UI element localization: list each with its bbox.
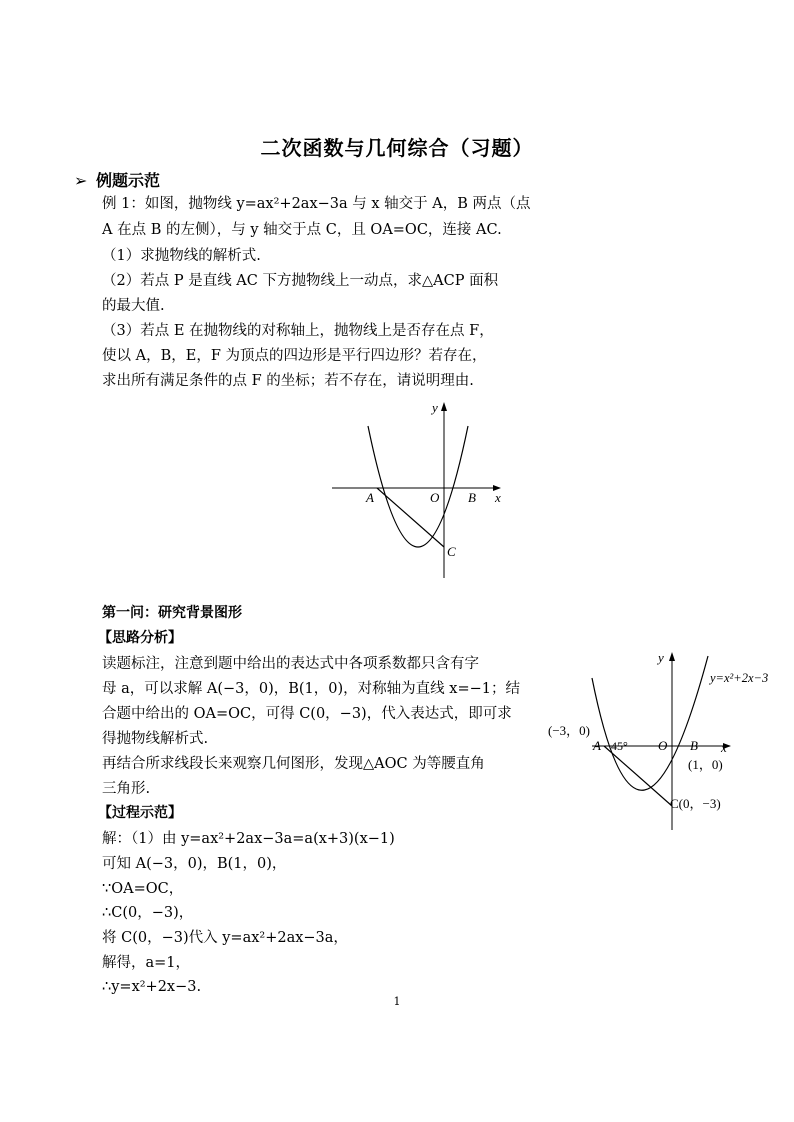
section-heading	[74, 168, 160, 191]
question-2-line-1: （2）若点 P 是直线 AC 下方抛物线上一动点，求△ACP 面积	[102, 273, 499, 289]
y-axis-arrow-icon	[669, 652, 675, 661]
question-3-line-3: 求出所有满足条件的点 F 的坐标；若不存在，请说明理由.	[102, 373, 474, 389]
process-line: ∴y=x²+2x−3.	[102, 979, 202, 995]
example-line-1: 例 1：如图，抛物线 y=ax²+2ax−3a 与 x 轴交于 A，B 两点（点	[102, 196, 531, 212]
analysis-line: 合题中给出的 OA=OC，可得 C(0，−3)，代入表达式，即可求	[102, 706, 512, 722]
process-heading: 【过程示范】	[98, 805, 182, 821]
point-c-label: C	[447, 544, 456, 559]
figure-2-parabola	[540, 648, 790, 833]
question-3-line-2: 使以 A，B，E，F 为顶点的四边形是平行四边形？若存在，	[102, 348, 487, 364]
process-line: 可知 A(−3，0)，B(1，0)，	[102, 856, 287, 872]
figure-1-parabola	[330, 398, 510, 583]
point-b-coordinate: (1，0)	[688, 757, 723, 772]
page-title: 二次函数与几何综合（习题）	[260, 136, 534, 160]
point-b-label: B	[468, 490, 476, 505]
point-a-coordinate: (−3，0)	[548, 723, 590, 738]
x-axis-label: x	[721, 740, 727, 755]
analysis-line: 三角形.	[102, 781, 151, 797]
origin-label: O	[430, 490, 440, 505]
section-heading-text: 例题示范	[96, 171, 161, 190]
analysis-line: 读题标注，注意到题中给出的表达式中各项系数都只含有字	[102, 656, 479, 672]
arrow-bullet-icon: ➢	[74, 171, 88, 190]
process-line: ∴C(0，−3)，	[102, 905, 194, 921]
process-line: 将 C(0，−3)代入 y=ax²+2ax−3a，	[102, 930, 348, 946]
question-1: （1）求抛物线的解析式.	[102, 248, 261, 264]
analysis-heading: 【思路分析】	[98, 630, 182, 646]
process-line: ∵OA=OC，	[102, 881, 184, 897]
point-a-label: A	[366, 490, 374, 505]
point-c-coordinate: C(0，−3)	[670, 796, 721, 811]
parabola-curve	[368, 426, 468, 547]
question-3-line-1: （3）若点 E 在抛物线的对称轴上，抛物线上是否存在点 F，	[102, 323, 494, 339]
page-number: 1	[393, 995, 401, 1008]
point-b-label: B	[690, 738, 698, 753]
process-line: 解得，a=1，	[102, 955, 191, 971]
y-axis-label: y	[658, 650, 664, 665]
question-2-line-2: 的最大值.	[102, 298, 165, 314]
analysis-line: 得抛物线解析式.	[102, 731, 209, 747]
part-1-heading: 第一问：研究背景图形	[102, 605, 242, 621]
analysis-line: 母 a，可以求解 A(−3，0)，B(1，0)，对称轴为直线 x=−1；结	[102, 681, 520, 697]
x-axis-label: x	[495, 490, 501, 505]
angle-45-label: 45°	[611, 739, 628, 753]
origin-label: O	[658, 738, 668, 753]
point-a-label: A	[593, 738, 601, 753]
process-line: 解：（1）由 y=ax²+2ax−3a=a(x+3)(x−1)	[102, 831, 395, 847]
y-axis-label: y	[432, 400, 438, 415]
equation-label: y=x²+2x−3	[710, 671, 769, 685]
y-axis-arrow-icon	[441, 402, 447, 411]
analysis-line: 再结合所求线段长来观察几何图形，发现△AOC 为等腰直角	[102, 756, 485, 772]
example-line-2: A 在点 B 的左侧），与 y 轴交于点 C，且 OA=OC，连接 AC.	[102, 222, 502, 238]
